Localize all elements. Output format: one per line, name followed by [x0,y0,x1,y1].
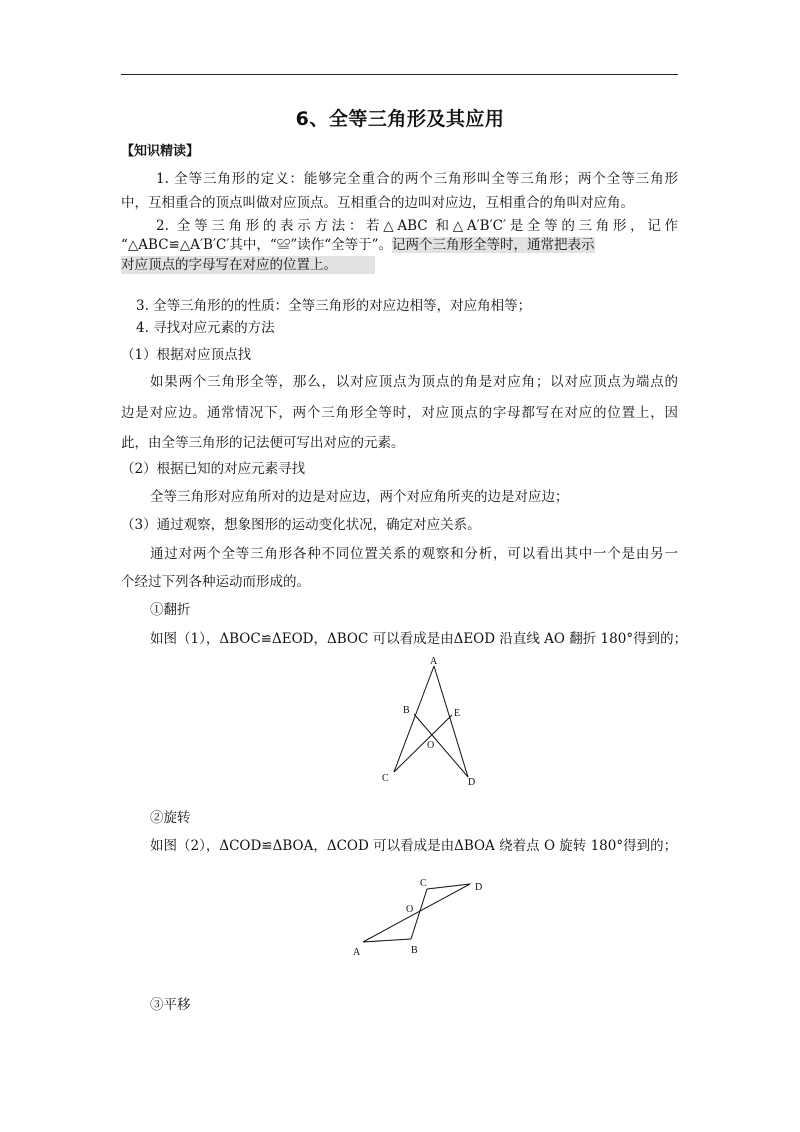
fig2-label-A: A [353,947,361,958]
notation-line-2 [121,236,681,254]
definition-line-1: 1. 全等三角形的定义：能够完全重合的两个三角形叫全等三角形；两个全等三角形 [156,171,678,187]
fig1-label-O: O [427,740,435,751]
definition-line-2: 中，互相重合的顶点叫做对应顶点。互相重合的边叫对应边，互相重合的角叫对应角。 [121,195,634,211]
notation-line-3 [121,256,375,274]
fig1-label-A: A [430,656,438,667]
section-heading: 【知识精读】 [121,144,200,159]
method-2-heading: （2）根据已知的对应元素寻找 [121,461,306,477]
method-1-line-2: 边是对应边。通常情况下，两个三角形全等时，对应顶点的字母都写在对应的位置上，因 [121,405,678,421]
observation-line-2: 个经过下列各种运动而形成的。 [121,574,310,590]
notation-highlight-1: 记两个三角形全等时，通常把表示 [392,237,595,253]
fig2-edge-CB [411,889,427,939]
method-3-heading: （3）通过观察，想象图形的运动变化状况，确定对应关系。 [121,517,481,533]
fig2-edge-AB [363,939,411,942]
header-rule [121,74,678,75]
fig1-edge-AC [394,666,434,772]
notation-line-1: 2. 全等三角形的表示方法：若△ABC 和△A′B′C′是全等的三角形，记作 [156,218,678,234]
flip-heading: ①翻折 [150,602,191,618]
observation-line-1: 通过对两个全等三角形各种不同位置关系的观察和分析，可以看出其中一个是由另一 [150,546,678,562]
property-line: 3. 全等三角形的的性质：全等三角形的对应边相等，对应角相等； [136,298,532,314]
method-title: 4. 寻找对应元素的方法 [136,320,275,336]
notation-highlight-2: 对应顶点的字母写在对应的位置上。 [121,256,375,274]
fig1-label-B: B [403,705,410,716]
figure-1-flip [370,650,490,800]
fig1-edge-AD [434,666,468,777]
method-2-text: 全等三角形对应角所对的边是对应边，两个对应角所夹的边是对应边； [150,489,569,505]
fig2-label-D: D [475,882,483,893]
notation-plain-text: “△ABC≌△A′B′C′其中，“≌”读作“全等于”。 [121,237,393,253]
fig2-edge-DA [363,884,470,942]
fig1-label-C: C [382,773,389,784]
translate-heading: ③平移 [150,997,191,1013]
fig1-edge-BD [414,714,468,777]
rotate-text: 如图（2），ΔCOD≌ΔBOA，ΔCOD 可以看成是由ΔBOA 绕着点 O 旋转 180°得到的； [150,838,678,854]
fig2-label-B: B [411,945,418,956]
method-1-heading: （1）根据对应顶点找 [121,347,252,363]
fig2-label-C: C [420,878,427,889]
method-1-line-1: 如果两个三角形全等，那么，以对应顶点为顶点的角是对应角；以对应顶点为端点的 [150,374,678,390]
fig1-edge-EC [394,715,452,772]
method-1-line-3: 此，由全等三角形的记法便可写出对应的元素。 [121,435,405,451]
rotate-heading: ②旋转 [150,810,191,826]
fig1-label-D: D [468,777,476,788]
fig2-label-O: O [406,904,414,915]
flip-text: 如图（1），ΔBOC≌ΔEOD，ΔBOC 可以看成是由ΔEOD 沿直线 AO 翻折 180°得到的； [150,631,688,647]
figure-2-rotate [345,870,505,965]
page-title: 6、全等三角形及其应用 [295,108,505,130]
fig2-edge-CD [427,884,470,889]
fig1-label-E: E [454,708,461,719]
